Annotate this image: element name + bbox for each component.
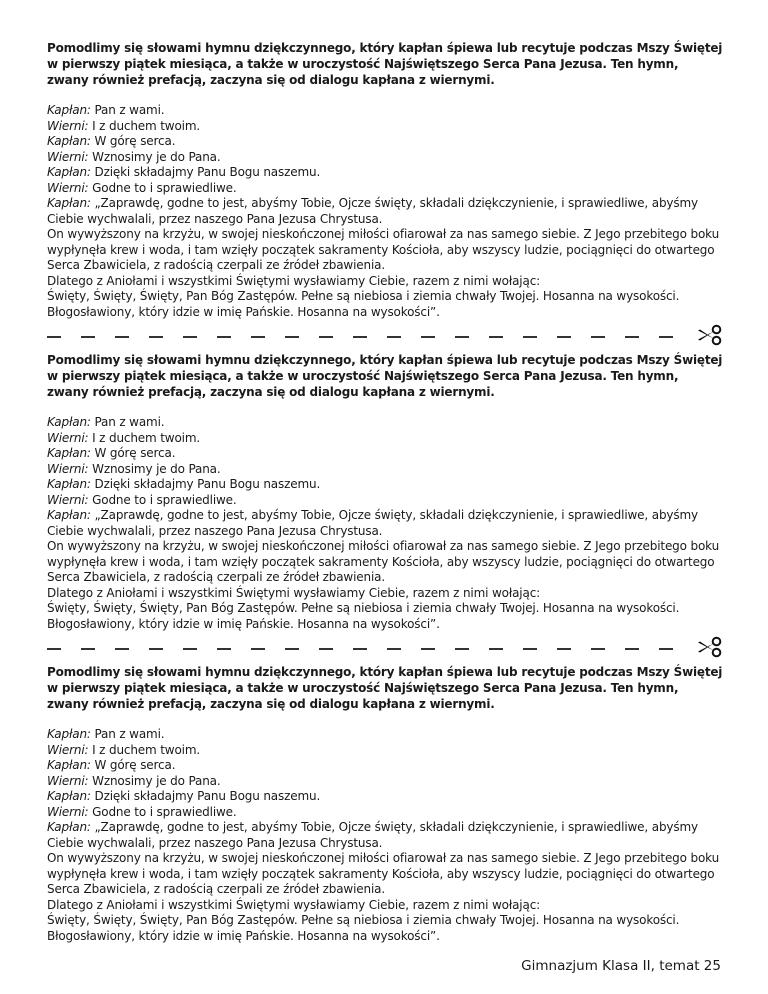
dialog-line (47, 727, 723, 743)
speaker-label: Kapłan: (47, 103, 91, 117)
dialog-text: „Zaprawdę, godne to jest, abyśmy Tobie, Ojcze święty, składali dziękczynienie, i sprawiedliwe, abyśmy Ciebie wychwalali, przez naszego Pana Jezusa Chrystusa. (47, 508, 698, 538)
dialog-line (47, 789, 723, 805)
speaker-label: Wierni: (47, 804, 89, 819)
dialog-line (47, 431, 723, 447)
cut-line (47, 639, 723, 659)
speaker-label: Kapłan: (47, 820, 91, 834)
dialog-line (47, 820, 723, 851)
speaker-label: Wierni: (47, 149, 89, 164)
speaker-label: Wierni: (47, 742, 89, 757)
dialog-line (47, 774, 723, 790)
dialog-line (47, 134, 723, 150)
dialog-text: Dzięki składajmy Panu Bogu naszemu. (90, 165, 321, 179)
dialog-line (47, 103, 723, 119)
cut-line (47, 327, 723, 347)
dialog-line (47, 758, 723, 774)
body-paragraph: Dlatego z Aniołami i wszystkimi Świętymi wysławiamy Ciebie, razem z nimi wołając: (47, 897, 541, 912)
dashed-line (47, 336, 689, 338)
dialog-text: Dzięki składajmy Panu Bogu naszemu. (90, 789, 321, 803)
dialog-text: Godne to i sprawiedliwe. (88, 804, 237, 819)
speaker-label: Kapłan: (47, 415, 91, 429)
scissors-icon (697, 636, 723, 658)
body-paragraph: Święty, Święty, Święty, Pan Bóg Zastępów. Pełne są niebiosa i ziemia chwały Twojej. Hosanna na wysokości. Błogosławiony, który idzie w imię Pańskie. Hosanna na wysokości”. (47, 601, 680, 631)
body-paragraph: Święty, Święty, Święty, Pan Bóg Zastępów. Pełne są niebiosa i ziemia chwały Twojej. Hosanna na wysokości. Błogosławiony, który idzie w imię Pańskie. Hosanna na wysokości”. (47, 289, 680, 319)
speaker-label: Wierni: (47, 773, 89, 788)
dialog-text: Dzięki składajmy Panu Bogu naszemu. (90, 477, 321, 491)
scissors-icon (697, 324, 723, 346)
body-paragraph: On wywyższony na krzyżu, w swojej nieskończonej miłości ofiarował za nas samego siebie. Z Jego przebitego boku wypłynęła krew i woda, i tam wzięły początek sakramenty Kościoła, aby wszyscy ludzie, pociągnięci do otwartego Serca Zbawiciela, z radością czerpali ze źródeł zbawienia. (47, 539, 720, 584)
dialog-line (47, 181, 723, 197)
dialog-line (47, 805, 723, 821)
dialog-text: I z duchem twoim. (88, 118, 201, 133)
dialog-text: Wznosimy je do Pana. (88, 773, 221, 788)
dialog-line (47, 165, 723, 181)
speaker-label: Wierni: (47, 492, 89, 507)
speaker-label: Kapłan: (47, 446, 91, 460)
dialog-text: Pan z wami. (90, 727, 165, 741)
speaker-label: Kapłan: (47, 789, 91, 803)
speaker-label: Kapłan: (47, 134, 91, 148)
dialog-line (47, 493, 723, 509)
dialog-line (47, 508, 723, 539)
dashed-line (47, 648, 689, 650)
intro-paragraph: Pomodlimy się słowami hymnu dziękczynnego, który kapłan śpiewa lub recytuje podczas Mszy Świętej w pierwszy piątek miesiąca, a także w uroczystość Najświętszego Serca Pana Jezusa. Ten hymn, zwany również prefacją, zaczyna się od dialogu kapłana z wiernymi. (47, 665, 723, 711)
body-paragraph: On wywyższony na krzyżu, w swojej nieskończonej miłości ofiarował za nas samego siebie. Z Jego przebitego boku wypłynęła krew i woda, i tam wzięły początek sakramenty Kościoła, aby wszyscy ludzie, pociągnięci do otwartego Serca Zbawiciela, z radością czerpali ze źródeł zbawienia. (47, 227, 720, 272)
prayer-section (47, 40, 723, 352)
dialog-text: Wznosimy je do Pana. (88, 149, 221, 164)
speaker-label: Kapłan: (47, 727, 91, 741)
dialog-text: Pan z wami. (90, 103, 165, 117)
prayer-section (47, 664, 723, 976)
body-paragraph: On wywyższony na krzyżu, w swojej nieskończonej miłości ofiarował za nas samego siebie. Z Jego przebitego boku wypłynęła krew i woda, i tam wzięły początek sakramenty Kościoła, aby wszyscy ludzie, pociągnięci do otwartego Serca Zbawiciela, z radością czerpali ze źródeł zbawienia. (47, 851, 720, 896)
dialog-text: I z duchem twoim. (88, 430, 201, 445)
speaker-label: Wierni: (47, 461, 89, 476)
dialog-text: Wznosimy je do Pana. (88, 461, 221, 476)
dialog-text: Pan z wami. (90, 415, 165, 429)
speaker-label: Kapłan: (47, 508, 91, 522)
dialog-line (47, 462, 723, 478)
body-paragraph: Święty, Święty, Święty, Pan Bóg Zastępów. Pełne są niebiosa i ziemia chwały Twojej. Hosanna na wysokości. Błogosławiony, który idzie w imię Pańskie. Hosanna na wysokości”. (47, 913, 680, 943)
intro-paragraph: Pomodlimy się słowami hymnu dziękczynnego, który kapłan śpiewa lub recytuje podczas Mszy Świętej w pierwszy piątek miesiąca, a także w uroczystość Najświętszego Serca Pana Jezusa. Ten hymn, zwany również prefacją, zaczyna się od dialogu kapłana z wiernymi. (47, 41, 723, 87)
document-page (47, 40, 723, 976)
dialog-text: I z duchem twoim. (88, 742, 201, 757)
speaker-label: Wierni: (47, 118, 89, 133)
dialog-text: Godne to i sprawiedliwe. (88, 180, 237, 195)
body-paragraph: Dlatego z Aniołami i wszystkimi Świętymi wysławiamy Ciebie, razem z nimi wołając: (47, 273, 541, 288)
speaker-label: Wierni: (47, 430, 89, 445)
dialog-line (47, 415, 723, 431)
speaker-label: Kapłan: (47, 196, 91, 210)
dialog-line (47, 150, 723, 166)
dialog-text: „Zaprawdę, godne to jest, abyśmy Tobie, Ojcze święty, składali dziękczynienie, i sprawiedliwe, abyśmy Ciebie wychwalali, przez naszego Pana Jezusa Chrystusa. (47, 820, 698, 850)
dialog-line (47, 743, 723, 759)
speaker-label: Kapłan: (47, 477, 91, 491)
intro-paragraph: Pomodlimy się słowami hymnu dziękczynnego, który kapłan śpiewa lub recytuje podczas Mszy Świętej w pierwszy piątek miesiąca, a także w uroczystość Najświętszego Serca Pana Jezusa. Ten hymn, zwany również prefacją, zaczyna się od dialogu kapłana z wiernymi. (47, 353, 723, 399)
dialog-text: Godne to i sprawiedliwe. (88, 492, 237, 507)
dialog-line (47, 119, 723, 135)
dialog-line (47, 477, 723, 493)
body-paragraph: Dlatego z Aniołami i wszystkimi Świętymi wysławiamy Ciebie, razem z nimi wołając: (47, 585, 541, 600)
dialog-line (47, 196, 723, 227)
speaker-label: Wierni: (47, 180, 89, 195)
page-footer: Gimnazjum Klasa II, temat 25 (521, 958, 721, 974)
speaker-label: Kapłan: (47, 758, 91, 772)
dialog-text: W górę serca. (90, 446, 176, 460)
speaker-label: Kapłan: (47, 165, 91, 179)
dialog-text: W górę serca. (90, 134, 176, 148)
dialog-text: W górę serca. (90, 758, 176, 772)
dialog-line (47, 446, 723, 462)
dialog-text: „Zaprawdę, godne to jest, abyśmy Tobie, Ojcze święty, składali dziękczynienie, i sprawiedliwe, abyśmy Ciebie wychwalali, przez naszego Pana Jezusa Chrystusa. (47, 196, 698, 226)
prayer-section (47, 352, 723, 664)
